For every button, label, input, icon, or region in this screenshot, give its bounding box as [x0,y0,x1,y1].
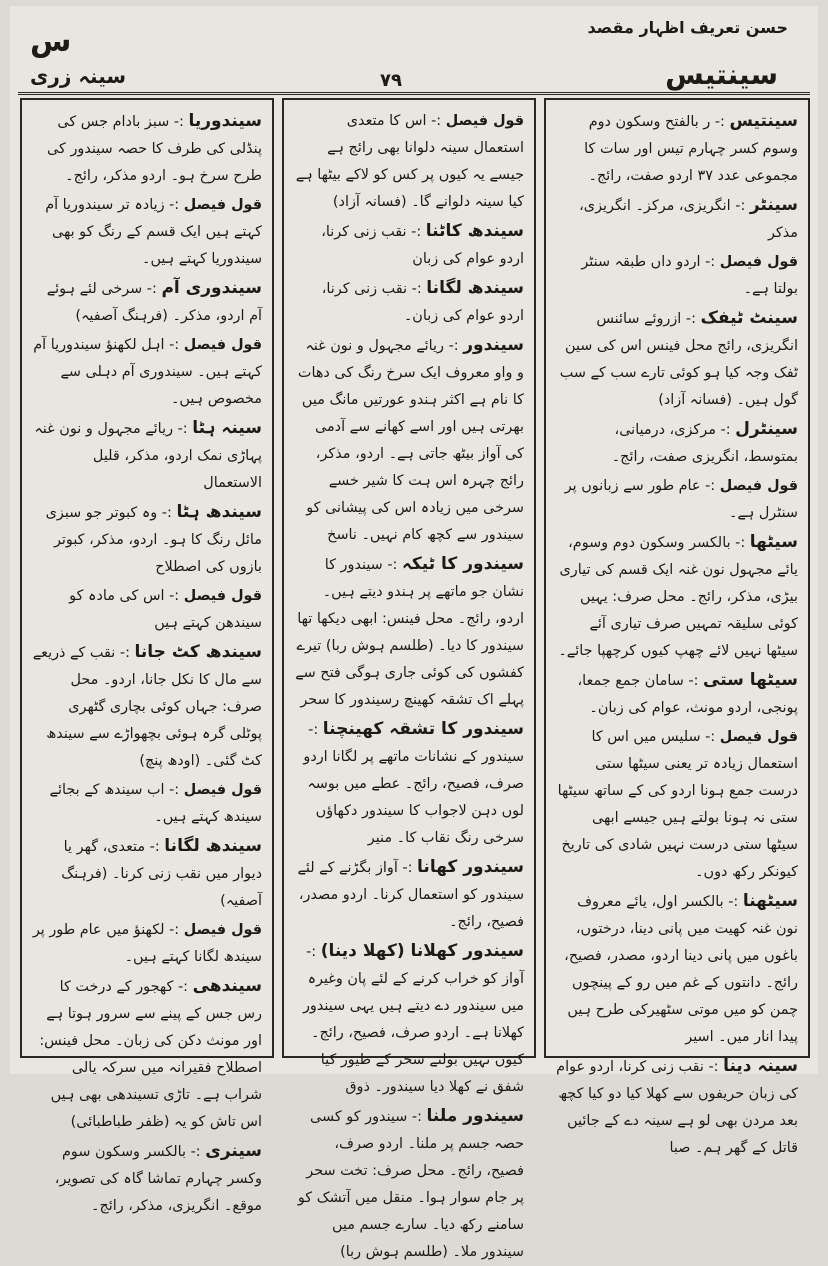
entry-headword: سیندھ ہٹا [176,502,262,522]
entry-definition: اہل لکھنؤ سیندوریا آم کہتے ہیں۔ سیندوری آم دہلی سے مخصوص ہیں۔ [33,337,262,407]
verdict-label: قول فیصل [719,254,798,270]
dictionary-entry [556,305,798,414]
entry-definition: زیادہ تر سیندوریا آم کہتے ہیں ایک قسم کے رنگ کو بھی سیندوریا کہتے ہیں۔ [45,197,262,267]
separator: :- [157,505,177,521]
separator: :- [308,722,323,738]
separator: :- [164,197,184,213]
entry-definition: ریائے مجہول و نون غنہ و واو معروف ایک سرخ رنگ کی دھات کا نام ہے اکثر ہندو عورتیں مانگ میں بھرتی ہیں اور اسے کھانے سے آدمی کی آواز بیٹھ جاتی ہے۔ اردو، مذکر، رائج چہرہ اس ہت کا شیر خسے سرخی میں زیادہ اس کی پیشانی کو سیندور سے کچھ کام نہیں۔ ناسخ [297,338,524,543]
column-left [20,98,274,1214]
page-number: س [30,24,72,59]
separator: :- [382,557,402,573]
entry-headword: سیٹھا ستی [703,670,798,690]
entry-headword: سیندور [463,335,524,355]
entry-headword: سینری [205,1141,262,1161]
separator: :- [145,839,165,855]
entry-headword: سیندور کھانا [417,857,524,877]
entry-definition: آواز بگڑنے کے لئے سیندور کو استعمال کرنا۔ اردو مصدر، فصیح، رائج۔ [297,860,524,930]
separator: :- [186,1144,206,1160]
separator: :- [306,944,321,960]
separator: :- [406,224,426,240]
dictionary-entry [556,724,798,886]
entry-definition: سیندور کو کسی حصہ جسم پر ملنا۔ اردو صرف، فصیح، رائج۔ محل صرف: تخت سحر پر جام سوار ہوا۔ منقل میں آتشک کو سامنے رکھ دیا۔ سارے جسم میں سیندور ملا۔ (طلسم ہوش ربا) [297,1109,524,1260]
separator: :- [730,198,750,214]
dictionary-entry [32,917,262,971]
entry-definition: سلیس میں اس کا استعمال زیادہ تر یعنی سیٹھا ستی درست جمع ہونا اردو کی کے ساتھ سیٹھا ستی نہ ہونا بولتے ہیں جیسے ابھی سیٹھا ستی درست نہیں شادی کی تاریخ کیونکر رکھ دوں۔ [557,729,798,880]
entry-headword: سیندھی [192,976,262,996]
separator: :- [730,535,750,551]
entry-headword: سیندور کا تشقہ کھینچنا [322,719,524,739]
entry-definition: اردو داں طبقہ سنٹر بولتا ہے۔ [581,254,798,297]
entry-headword: سیندوری آم [161,278,262,298]
verdict-label: قول فیصل [719,478,798,494]
entry-headword: سیٹھا [749,532,798,552]
last-headword: سینہ زری [30,64,127,88]
separator: :- [169,114,189,130]
separator: :- [710,114,730,130]
separator: :- [723,894,743,910]
entry-definition: سامان جمع جمعا، پونجی، اردو مونث، عوام کی زبان۔ [577,673,798,716]
entry-headword: سیندوریا [188,111,262,131]
dictionary-entry [32,639,262,775]
entry-definition: انگریزی، مرکز۔ انگریزی، مذکر [579,198,798,241]
entry-definition: مرکزی، درمیانی، بمتوسط، انگریزی صفت، رائج۔ [611,422,798,465]
dictionary-entry [294,1103,524,1266]
entry-definition: ریائے مجہول و نون غنہ پہاڑی نمک اردو، مذکر، قلیل الاستعمال [34,421,262,491]
dictionary-entry [556,888,798,1051]
entry-headword: سیندھ لگانا [164,836,262,856]
column-middle [282,98,536,1260]
entry-headword: سیندھ لگانا [426,278,524,298]
entry-definition: اس کی مادہ کو سیندھن کہتے ہیں [69,588,262,631]
separator: :- [397,860,418,876]
entry-headword: سیندھ کٹ جانا [134,642,262,662]
separator: :- [173,421,193,437]
separator: :- [407,1109,427,1125]
separator: :- [407,281,427,297]
dictionary-entry [294,218,524,273]
verdict-label: قول فیصل [183,922,262,938]
page-header [10,6,818,96]
separator: :- [681,311,701,327]
entry-definition: عام طور سے زبانوں پر سنٹرل ہے۔ [564,478,798,521]
separator: :- [115,645,135,661]
entry-definition: وہ کبوتر جو سبزی مائل رنگ کا ہو۔ اردو، مذکر، کبوتر بازوں کی اصطلاح [45,505,262,575]
separator: :- [142,281,162,297]
dictionary-entry [294,854,524,936]
entry-headword: سینہ دینا [723,1056,798,1076]
first-headword: سینتیس [665,58,778,91]
entry-definition: متعدی، گھر یا دیوار میں نقب زنی کرنا۔ (فرہنگ آصفیہ) [61,839,262,909]
verdict-label: قول فیصل [183,782,262,798]
separator: :- [164,337,184,353]
separator: :- [700,254,720,270]
center-page-number: ۷۹ [380,70,402,91]
dictionary-entry [32,777,262,831]
verdict-label: قول فیصل [445,113,524,129]
separator: :- [164,588,184,604]
entry-definition: سیندور کا نشان جو ماتھے پر ہندو دیتے ہیں۔ اردو، رائج۔ محل فینس: ابھی دیکھا تھا سیندور کا دیا۔ (طلسم ہوش ربا) تیرے کفشوں کی کوئی جاری ہوگی فتح سے پہلے اک تشقہ کھینچ رسیندور کا سحر [295,557,524,708]
entry-definition: لکھنؤ میں عام طور پر سیندھ لگانا کہتے ہیں۔ [32,922,262,965]
entry-definition: کھجور کے درخت کا رس جس کے پینے سے سرور ہوتا ہے اور مونث دکن کی زبان۔ محل فینس: اصطلاح فقیرانہ میں سرکہ یالی شراب ہے۔ تاڑی تسیندھی بھی ہیں اس تاش کو یہ (ظفر طباطبائی) [39,979,262,1130]
dictionary-entry [32,275,262,330]
dictionary-entry [32,583,262,637]
dictionary-entry [32,108,262,190]
dictionary-entry [556,416,798,471]
entry-headword: سیندور کا ٹیکہ [401,554,524,574]
entry-definition: آواز کو خراب کرنے کے لئے پان وغیرہ میں سیندور دے دیتے ہیں یہی سیندور کھلانا ہے۔ اردو صرف، فصیح، رائج۔ کیوں نہیں بولتے سحر کے طیور کیا شفق نے کھلا دیا سیندور۔ ذوق [302,971,524,1095]
header-rule [18,92,810,95]
separator: :- [700,729,720,745]
dictionary-entry [556,108,798,190]
separator: :- [683,673,704,689]
separator: :- [164,782,184,798]
column-right [544,98,810,1156]
entry-definition: نقب زنی کرنا، اردو عوام کی زبان حریفوں سے کھلا کیا دو کیا کچھ بعد مردن بھی لو ہے سینہ دے کے جائیں قاتل کے گھر ہم۔ صبا [556,1059,798,1156]
verdict-label: قول فیصل [183,197,262,213]
entry-definition: نقب کے ذریعے سے مال کا نکل جانا، اردو۔ محل صرف: جہاں کوئی بچاری گٹھری پوٹلی گرہ ہوئی بچھواڑے سے سیندھ کٹ گئی۔ (اودھ پنچ) [32,645,262,769]
entry-definition: بالکسر وسکون سوم وکسر چہارم تماشا گاہ کی تصویر، موقع۔ انگریزی، مذکر، رائج۔ [54,1144,262,1214]
dictionary-entry [32,192,262,273]
entry-definition: اب سیندھ کے بجائے سیندھ کہتے ہیں۔ [49,782,262,825]
dictionary-entry [294,108,524,216]
separator: :- [426,113,446,129]
entry-headword: سینتیس [729,111,798,131]
running-title: حسن تعریف اظہار مقصد [587,18,788,37]
dictionary-entry [294,938,524,1101]
entry-definition: نقب زنی کرنا، اردو عوام کی زبان۔ [321,281,524,324]
verdict-label: قول فیصل [183,337,262,353]
entry-headword: سیندھ کاٹنا [425,221,524,241]
separator: :- [715,422,736,438]
entry-definition: ر بالفتح وسکون دوم وسوم کسر چہارم تیس اور سات کا مجموعی عدد ۳۷ اردو صفت، رائج۔ [584,114,798,184]
entry-definition: سبز بادام جس کی پنڈلی کی طرف کا حصہ سیندور کی طرح سرخ ہو۔ اردو مذکر، رائج۔ [47,114,262,184]
entry-definition: نقب زنی کرنا، اردو عوام کی زبان [321,224,524,267]
entry-headword: سینٹرل [735,419,798,439]
dictionary-entry [32,332,262,413]
entry-headword: سینٹ ٹیفک [700,308,798,328]
separator: :- [164,922,184,938]
dictionary-entry [556,473,798,527]
dictionary-entry [556,192,798,247]
entry-definition: بالکسر اول، یائے معروف نون غنہ کھیت میں پانی دینا، درختوں، باغوں میں پانی دینا اردو، مصدر، فصیح، رائج۔ دانتوں کے غم میں رو کے پینچوں چمن کو میں موتی سٹھیرکی طرح ہیں پیدا انار میں۔ اسیر [564,894,798,1045]
dictionary-entry [556,1053,798,1162]
dictionary-entry [556,667,798,722]
separator: :- [173,979,193,995]
dictionary-entry [32,833,262,915]
entry-definition: سیندور کے نشانات ماتھے پر لگانا اردو صرف، فصیح، رائج۔ عطے میں بوسہ لوں دہن لاجواب کا سیندور دکھاؤں سرخی رنگ نقاب کا۔ منیر [303,749,524,846]
separator: :- [700,478,720,494]
entry-definition: بالکسر وسکون دوم وسوم، یائے مجہول نون غنہ ایک قسم کی تیاری بیڑی، مذکر، رائج۔ محل صرف: یہیں کوئی سلیقہ تمہیں صرف تیاری آئے سیٹھا نہیں لائے چھپ کیوں کرچھپا جائے۔ [558,535,798,659]
dictionary-entry [32,499,262,581]
dictionary-entry [556,249,798,303]
entry-definition: اس کا متعدی استعمال سینہ دلوانا بھی رائج ہے جیسے یہ کیوں پر کس کو لاکے بیٹھا ہے کیا سینہ دلوانے گا۔ (فسانہ آزاد) [295,113,524,210]
entry-headword: سیٹھنا [742,891,798,911]
verdict-label: قول فیصل [183,588,262,604]
entry-headword: سینہ ہٹا [192,418,262,438]
entry-definition: سرخی لئے ہوئے آم اردو، مذکر۔ (فرہنگ آصفیہ) [46,281,262,324]
dictionary-entry [294,332,524,549]
entry-definition: ازروئے سائنس انگریزی، رائج محل فینس اس کی سین ٹفک وجہ کیا ہو کوئی تارے سب کے سب گول ہیں۔ (فسانہ آزاد) [559,311,798,408]
separator: :- [703,1059,724,1075]
dictionary-entry [32,973,262,1136]
entry-headword: سیندور ملنا [426,1106,524,1126]
entry-headword: سینٹر [749,195,798,215]
dictionary-page [10,6,818,1260]
entry-headword: سیندور کھلانا (کھلا دینا) [320,941,524,961]
dictionary-entry [32,1138,262,1220]
dictionary-entry [294,716,524,852]
verdict-label: قول فیصل [719,729,798,745]
dictionary-entry [294,275,524,330]
separator: :- [444,338,464,354]
dictionary-entry [556,529,798,665]
dictionary-entry [294,551,524,714]
dictionary-entry [32,415,262,497]
